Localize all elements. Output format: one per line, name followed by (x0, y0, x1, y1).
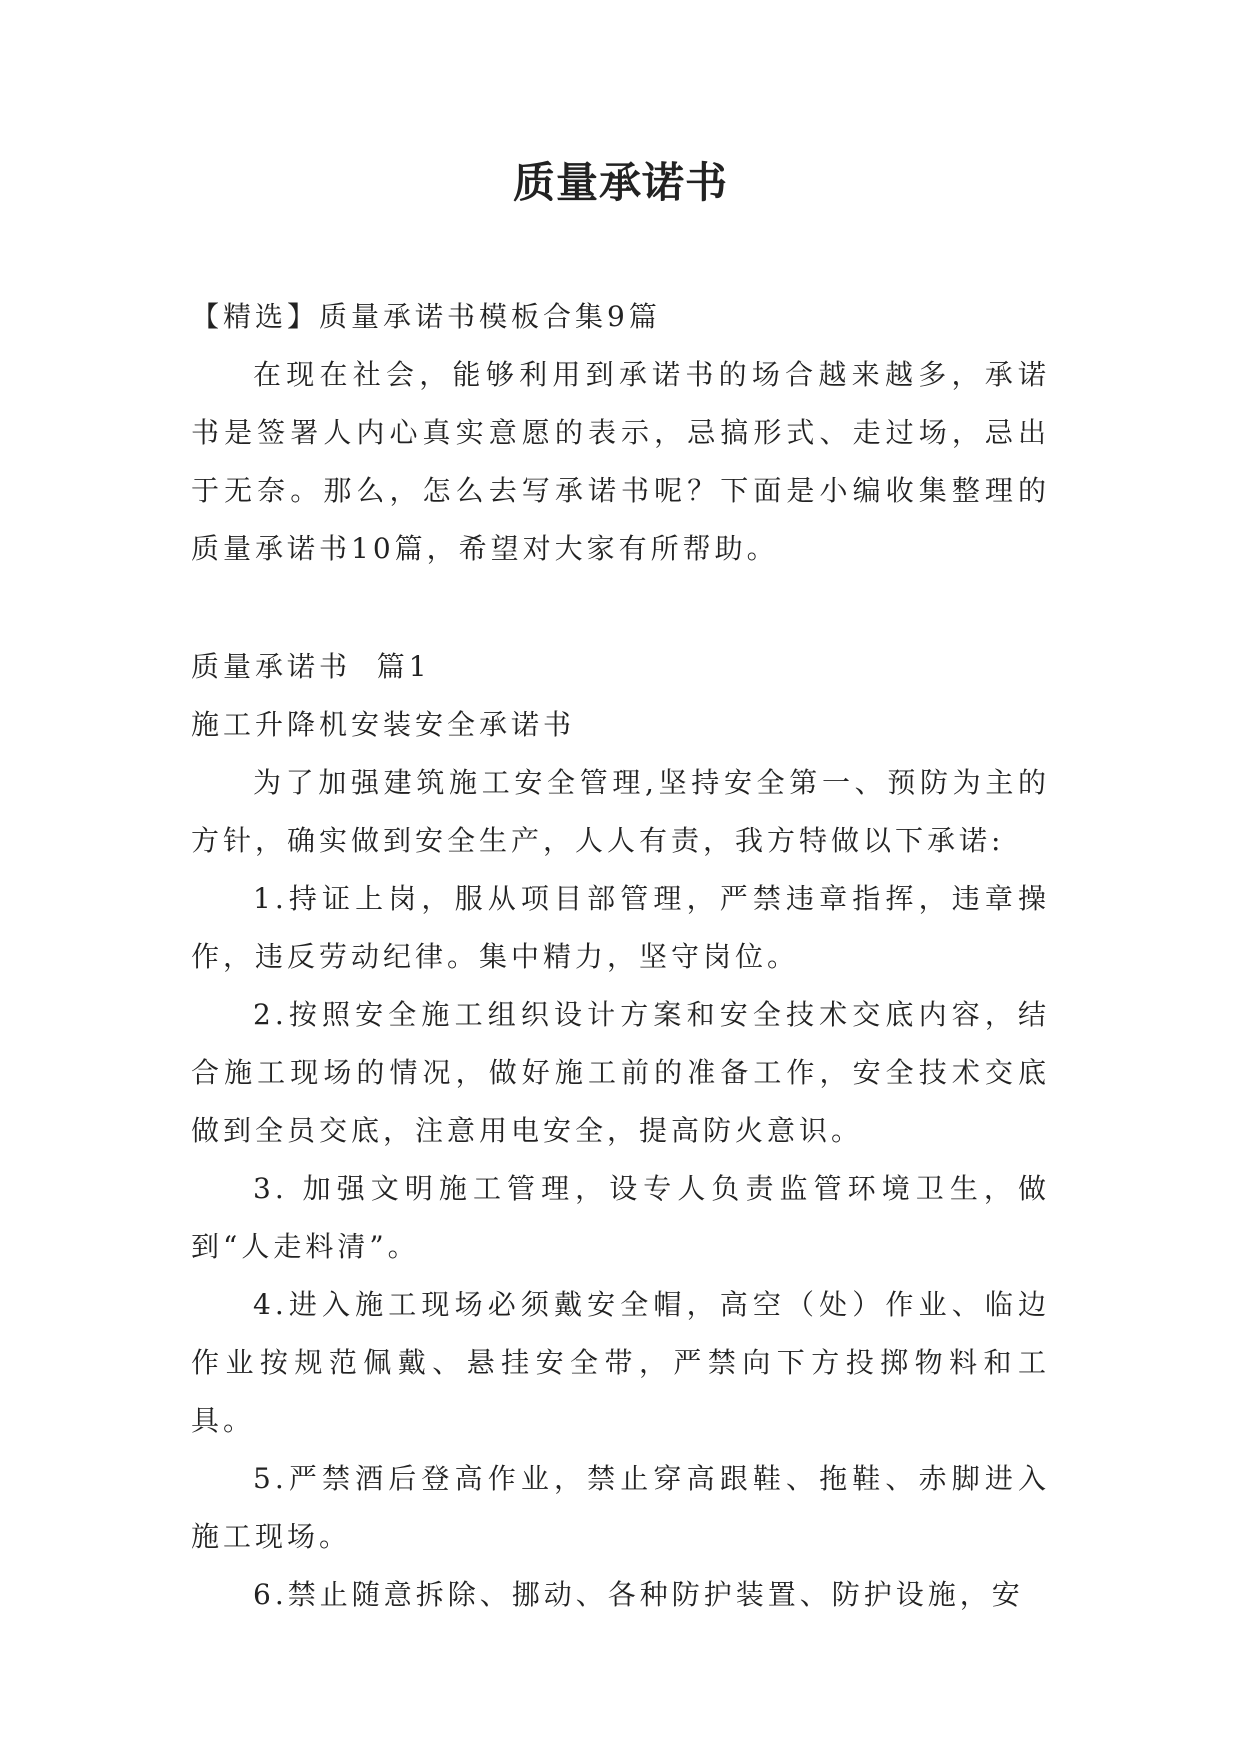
commitment-item-5: 5.严禁酒后登高作业，禁止穿高跟鞋、拖鞋、赤脚进入施工现场。 (191, 1462, 1050, 1553)
section-intro-paragraph: 为了加强建筑施工安全管理,坚持安全第一、预防为主的方针，确实做到安全生产，人人有责，我方特做以下承诺: (191, 766, 1050, 857)
section-spacer (191, 578, 1050, 638)
section-heading: 质量承诺书 篇1 (191, 650, 431, 683)
commitment-item-3: 3. 加强文明施工管理，设专人负责监管环境卫生，做到“人走料清”。 (191, 1172, 1050, 1263)
document-title: 质量承诺书 (512, 158, 728, 207)
commitment-item-6: 6.禁止随意拆除、挪动、各种防护装置、防护设施，安 (253, 1578, 1024, 1611)
intro-paragraph: 在现在社会，能够利用到承诺书的场合越来越多，承诺书是签署人内心真实意愿的表示，忌搞形式、走过场，忌出于无奈。那么，怎么去写承诺书呢？下面是小编收集整理的质量承诺书10篇，希望对大家有所帮助。 (191, 358, 1050, 565)
document-page (191, 0, 1050, 1754)
commitment-item-2: 2.按照安全施工组织设计方案和安全技术交底内容，结合施工现场的情况，做好施工前的准备工作，安全技术交底做到全员交底，注意用电安全，提高防火意识。 (191, 998, 1050, 1147)
section-title: 施工升降机安装安全承诺书 (191, 708, 576, 741)
document-body (191, 288, 1050, 1624)
document-subtitle: 【精选】质量承诺书模板合集9篇 (191, 300, 661, 333)
commitment-item-4: 4.进入施工现场必须戴安全帽，高空（处）作业、临边作业按规范佩戴、悬挂安全带，严禁向下方投掷物料和工具。 (191, 1288, 1050, 1437)
commitment-item-1: 1.持证上岗，服从项目部管理，严禁违章指挥，违章操作，违反劳动纪律。集中精力，坚守岗位。 (191, 882, 1050, 973)
